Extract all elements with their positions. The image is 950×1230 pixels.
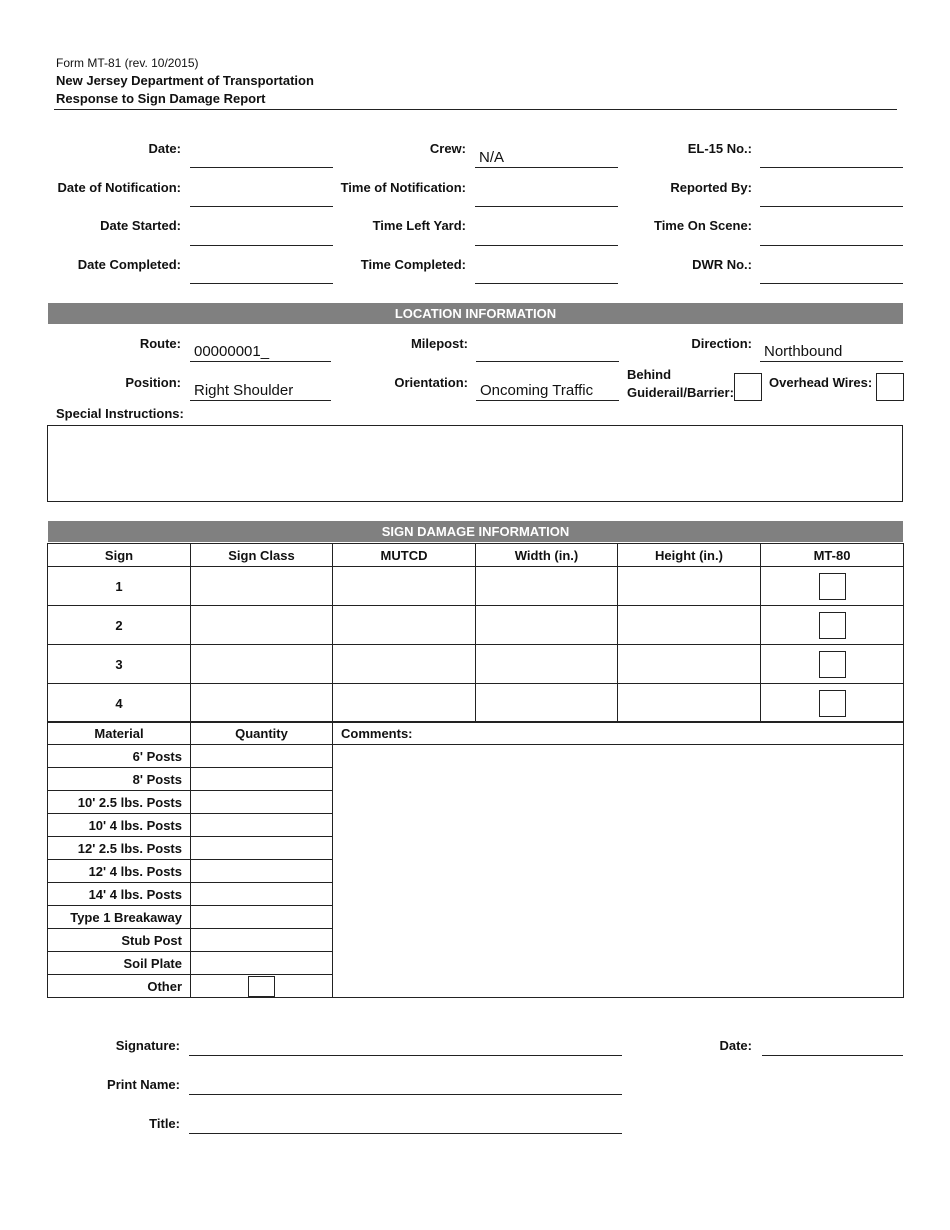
orientation-label: Orientation: <box>394 375 468 390</box>
quantity-cell[interactable] <box>191 952 333 975</box>
sign-number: 4 <box>48 684 191 723</box>
route-field[interactable]: 00000001_ <box>190 342 331 362</box>
mt80-cell <box>761 684 904 723</box>
sign-class-cell[interactable] <box>191 645 333 684</box>
sign-number: 3 <box>48 645 191 684</box>
title-label: Title: <box>149 1116 180 1131</box>
width-cell[interactable] <box>476 606 618 645</box>
title-line[interactable] <box>189 1133 622 1134</box>
signature-date-line[interactable] <box>762 1055 903 1056</box>
material-name: Soil Plate <box>48 952 191 975</box>
col-header-height: Height (in.) <box>618 544 761 567</box>
sign-table-header-row <box>48 544 904 567</box>
material-name: Type 1 Breakaway <box>48 906 191 929</box>
date-label: Date: <box>148 141 181 156</box>
mt80-checkbox[interactable] <box>819 651 846 678</box>
quantity-cell[interactable] <box>191 814 333 837</box>
col-header-sign: Sign <box>48 544 191 567</box>
sign-number: 2 <box>48 606 191 645</box>
signature-date-label: Date: <box>719 1038 752 1053</box>
position-field[interactable]: Right Shoulder <box>190 381 331 401</box>
special-instructions-box[interactable] <box>47 425 903 502</box>
material-header: Material <box>48 722 191 745</box>
mt80-checkbox[interactable] <box>819 612 846 639</box>
mutcd-cell[interactable] <box>333 645 476 684</box>
direction-label: Direction: <box>691 336 752 351</box>
table-row <box>48 567 904 606</box>
dwr-field[interactable] <box>760 264 903 284</box>
report-title: Response to Sign Damage Report <box>56 91 266 106</box>
material-name: 6' Posts <box>48 745 191 768</box>
quantity-cell[interactable] <box>191 860 333 883</box>
time-on-scene-label: Time On Scene: <box>653 218 752 233</box>
width-cell[interactable] <box>476 645 618 684</box>
date-notification-field[interactable] <box>190 187 333 207</box>
time-completed-label: Time Completed: <box>360 257 466 272</box>
quantity-cell[interactable] <box>191 745 333 768</box>
quantity-header: Quantity <box>191 722 333 745</box>
height-cell[interactable] <box>618 606 761 645</box>
table-row <box>48 645 904 684</box>
print-name-label: Print Name: <box>107 1077 180 1092</box>
quantity-cell[interactable] <box>191 906 333 929</box>
material-name: 12' 4 lbs. Posts <box>48 860 191 883</box>
material-row <box>48 745 904 768</box>
col-header-mutcd: MUTCD <box>333 544 476 567</box>
time-notification-label: Time of Notification: <box>340 180 466 195</box>
table-row <box>48 606 904 645</box>
sign-damage-section-header: SIGN DAMAGE INFORMATION <box>48 521 903 542</box>
crew-field[interactable]: N/A <box>475 148 618 168</box>
behind-label-line2: Guiderail/Barrier: <box>627 385 734 400</box>
quantity-cell[interactable] <box>191 791 333 814</box>
width-cell[interactable] <box>476 567 618 606</box>
form-number: Form MT-81 (rev. 10/2015) <box>56 56 199 70</box>
quantity-cell[interactable] <box>191 768 333 791</box>
sign-class-cell[interactable] <box>191 567 333 606</box>
comments-label: Comments: <box>333 722 904 745</box>
route-label: Route: <box>139 336 181 351</box>
mutcd-cell[interactable] <box>333 567 476 606</box>
behind-guiderail-checkbox[interactable] <box>734 373 762 401</box>
el15-field[interactable] <box>760 148 903 168</box>
dwr-label: DWR No.: <box>692 257 752 272</box>
orientation-field[interactable]: Oncoming Traffic <box>476 381 619 401</box>
sign-class-cell[interactable] <box>191 684 333 723</box>
signature-label: Signature: <box>115 1038 180 1053</box>
overhead-wires-label: Overhead Wires: <box>769 375 873 390</box>
height-cell[interactable] <box>618 645 761 684</box>
reported-by-field[interactable] <box>760 187 903 207</box>
table-row <box>48 684 904 723</box>
material-name: Stub Post <box>48 929 191 952</box>
location-section-header: LOCATION INFORMATION <box>48 303 903 324</box>
time-notification-field[interactable] <box>475 187 618 207</box>
width-cell[interactable] <box>476 684 618 723</box>
height-cell[interactable] <box>618 567 761 606</box>
behind-label-line1: Behind <box>627 367 672 382</box>
date-completed-label: Date Completed: <box>77 257 181 272</box>
print-name-line[interactable] <box>189 1094 622 1095</box>
mutcd-cell[interactable] <box>333 684 476 723</box>
material-name: 8' Posts <box>48 768 191 791</box>
behind-guiderail-label <box>627 366 734 402</box>
position-label: Position: <box>125 375 181 390</box>
time-left-yard-label: Time Left Yard: <box>372 218 466 233</box>
material-name: 10' 2.5 lbs. Posts <box>48 791 191 814</box>
date-notification-label: Date of Notification: <box>57 180 181 195</box>
material-name: 12' 2.5 lbs. Posts <box>48 837 191 860</box>
other-quantity-cell <box>191 975 333 998</box>
material-name: 14' 4 lbs. Posts <box>48 883 191 906</box>
quantity-cell[interactable] <box>191 883 333 906</box>
sign-damage-table <box>47 543 904 723</box>
overhead-wires-checkbox[interactable] <box>876 373 904 401</box>
mt80-checkbox[interactable] <box>819 690 846 717</box>
material-name: Other <box>48 975 191 998</box>
comments-area[interactable] <box>333 745 904 998</box>
date-started-label: Date Started: <box>100 218 181 233</box>
direction-field[interactable]: Northbound <box>760 342 903 362</box>
height-cell[interactable] <box>618 684 761 723</box>
mt80-cell <box>761 567 904 606</box>
special-instructions-label: Special Instructions: <box>56 406 184 421</box>
col-header-mt80: MT-80 <box>761 544 904 567</box>
time-completed-field[interactable] <box>475 264 618 284</box>
el15-label: EL-15 No.: <box>687 141 752 156</box>
time-on-scene-field[interactable] <box>760 226 903 246</box>
other-checkbox[interactable] <box>248 976 275 997</box>
sign-number: 1 <box>48 567 191 606</box>
sign-class-cell[interactable] <box>191 606 333 645</box>
header-rule <box>54 109 897 110</box>
quantity-cell[interactable] <box>191 929 333 952</box>
date-field[interactable] <box>190 148 333 168</box>
department-name: New Jersey Department of Transportation <box>56 73 314 88</box>
date-started-field[interactable] <box>190 226 333 246</box>
col-header-sign-class: Sign Class <box>191 544 333 567</box>
mt80-cell <box>761 645 904 684</box>
material-name: 10' 4 lbs. Posts <box>48 814 191 837</box>
time-left-yard-field[interactable] <box>475 226 618 246</box>
mt80-cell <box>761 606 904 645</box>
mt80-checkbox[interactable] <box>819 573 846 600</box>
crew-label: Crew: <box>429 141 466 156</box>
col-header-width: Width (in.) <box>476 544 618 567</box>
mutcd-cell[interactable] <box>333 606 476 645</box>
date-completed-field[interactable] <box>190 264 333 284</box>
signature-line[interactable] <box>189 1055 622 1056</box>
reported-by-label: Reported By: <box>670 180 752 195</box>
milepost-label: Milepost: <box>410 336 468 351</box>
milepost-field[interactable] <box>476 342 619 362</box>
quantity-cell[interactable] <box>191 837 333 860</box>
materials-header-row <box>48 722 904 745</box>
materials-table <box>47 721 904 998</box>
